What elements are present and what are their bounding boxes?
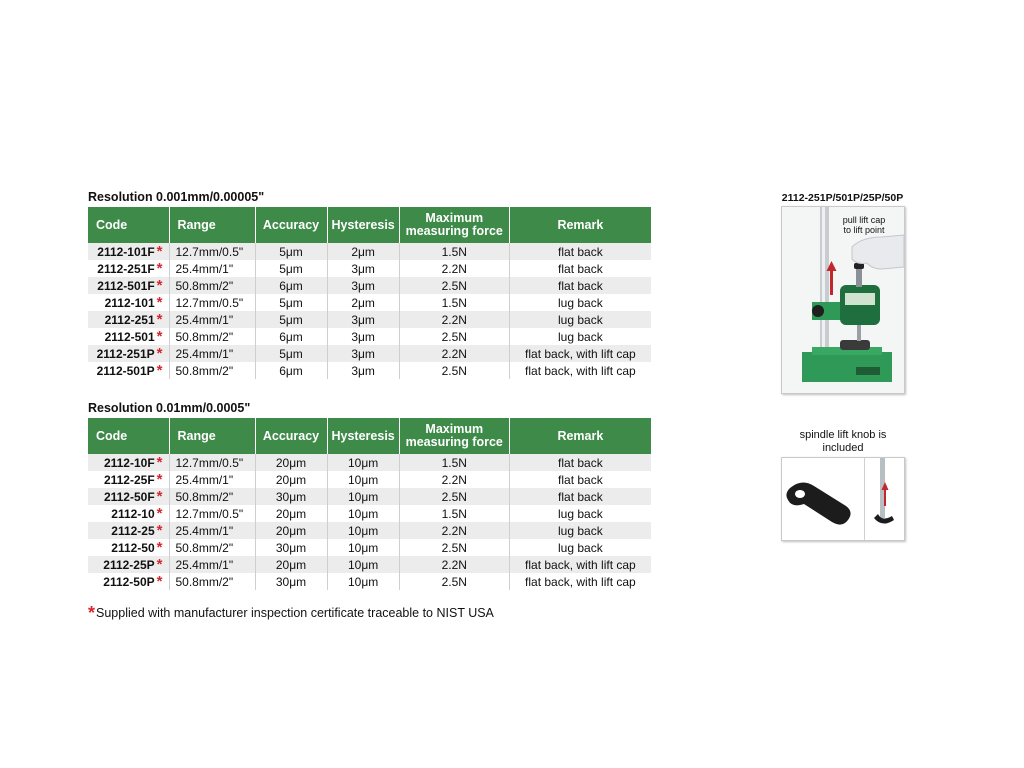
- header-accuracy: Accuracy: [255, 418, 327, 454]
- remark-cell: flat back, with lift cap: [509, 362, 651, 379]
- accuracy-cell: 5μm: [255, 311, 327, 328]
- accuracy-cell: 30μm: [255, 488, 327, 505]
- table-row: [88, 573, 651, 590]
- remark-cell: flat back: [509, 277, 651, 294]
- accuracy-cell: 20μm: [255, 556, 327, 573]
- code-cell: 2112-251P *: [88, 345, 169, 362]
- range-cell: 50.8mm/2": [169, 362, 255, 379]
- force-cell: 2.5N: [399, 573, 509, 590]
- asterisk-icon: *: [156, 538, 163, 556]
- code-cell: 2112-10 *: [88, 505, 169, 522]
- table-row: [88, 294, 651, 311]
- table-row: [88, 539, 651, 556]
- hysteresis-cell: 3μm: [327, 311, 399, 328]
- code-cell: 2112-50P *: [88, 573, 169, 590]
- table-row: [88, 345, 651, 362]
- range-cell: 12.7mm/0.5": [169, 294, 255, 311]
- force-cell: 2.5N: [399, 539, 509, 556]
- force-cell: 1.5N: [399, 294, 509, 311]
- photo-title: 2112-251P/501P/25P/50P: [781, 192, 904, 204]
- range-cell: 25.4mm/1": [169, 311, 255, 328]
- accuracy-cell: 6μm: [255, 328, 327, 345]
- accuracy-cell: 20μm: [255, 522, 327, 539]
- code-cell: 2112-101F *: [88, 243, 169, 260]
- range-cell: 25.4mm/1": [169, 471, 255, 488]
- range-cell: 12.7mm/0.5": [169, 243, 255, 260]
- force-cell: 1.5N: [399, 454, 509, 471]
- hysteresis-cell: 10μm: [327, 539, 399, 556]
- asterisk-icon: *: [156, 242, 163, 260]
- table-row: [88, 488, 651, 505]
- hysteresis-cell: 10μm: [327, 454, 399, 471]
- accuracy-cell: 5μm: [255, 243, 327, 260]
- hysteresis-cell: 3μm: [327, 328, 399, 345]
- force-cell: 2.5N: [399, 362, 509, 379]
- force-cell: 2.2N: [399, 345, 509, 362]
- header-max-force: Maximum measuring force: [399, 418, 509, 454]
- accuracy-cell: 5μm: [255, 294, 327, 311]
- table-row: [88, 556, 651, 573]
- force-cell: 2.5N: [399, 488, 509, 505]
- footnote: [88, 603, 494, 623]
- remark-cell: lug back: [509, 522, 651, 539]
- force-cell: 1.5N: [399, 505, 509, 522]
- force-cell: 2.2N: [399, 556, 509, 573]
- table-header-row: [88, 418, 651, 454]
- table-row: [88, 522, 651, 539]
- table-row: [88, 277, 651, 294]
- remark-cell: flat back, with lift cap: [509, 573, 651, 590]
- upward-arrow-icon: [830, 269, 833, 295]
- code-cell: 2112-251F *: [88, 260, 169, 277]
- hysteresis-cell: 3μm: [327, 345, 399, 362]
- code-cell: 2112-501F *: [88, 277, 169, 294]
- asterisk-icon: *: [156, 521, 163, 539]
- table-row: [88, 362, 651, 379]
- photo-annotation: pull lift cap to lift point: [842, 215, 886, 235]
- table-row: [88, 471, 651, 488]
- remark-cell: lug back: [509, 328, 651, 345]
- code-cell: 2112-101 *: [88, 294, 169, 311]
- header-max-force: Maximum measuring force: [399, 207, 509, 243]
- force-cell: 2.2N: [399, 471, 509, 488]
- hysteresis-cell: 10μm: [327, 505, 399, 522]
- table-row: [88, 243, 651, 260]
- accuracy-cell: 20μm: [255, 505, 327, 522]
- header-hysteresis: Hysteresis: [327, 207, 399, 243]
- header-code: Code: [88, 418, 169, 454]
- header-range: Range: [169, 207, 255, 243]
- photo-caption: spindle lift knob is included: [799, 429, 887, 454]
- range-cell: 12.7mm/0.5": [169, 505, 255, 522]
- code-cell: 2112-10F *: [88, 454, 169, 471]
- code-cell: 2112-25P *: [88, 556, 169, 573]
- remark-cell: flat back: [509, 243, 651, 260]
- footnote-text: Supplied with manufacturer inspection certificate traceable to NIST USA: [96, 606, 494, 620]
- force-cell: 2.5N: [399, 277, 509, 294]
- asterisk-icon: *: [156, 310, 163, 328]
- table-row: [88, 454, 651, 471]
- code-cell: 2112-251 *: [88, 311, 169, 328]
- range-cell: 25.4mm/1": [169, 345, 255, 362]
- lift-knob-illustration: [782, 458, 904, 540]
- accuracy-cell: 6μm: [255, 362, 327, 379]
- table-body: [88, 243, 651, 379]
- hysteresis-cell: 10μm: [327, 488, 399, 505]
- asterisk-icon: *: [156, 504, 163, 522]
- remark-cell: flat back: [509, 454, 651, 471]
- range-cell: 25.4mm/1": [169, 260, 255, 277]
- hysteresis-cell: 2μm: [327, 243, 399, 260]
- section-title-resolution-001: Resolution 0.001mm/0.00005": [88, 190, 265, 204]
- code-cell: 2112-50F *: [88, 488, 169, 505]
- header-code: Code: [88, 207, 169, 243]
- code-cell: 2112-25 *: [88, 522, 169, 539]
- table-row: [88, 505, 651, 522]
- asterisk-icon: *: [156, 487, 163, 505]
- range-cell: 50.8mm/2": [169, 573, 255, 590]
- asterisk-icon: *: [156, 344, 163, 362]
- spec-table-high-resolution: [88, 207, 651, 379]
- gauge-stand-photo: [781, 206, 905, 394]
- force-cell: 2.2N: [399, 311, 509, 328]
- asterisk-icon: *: [156, 327, 163, 345]
- section-title-resolution-01: Resolution 0.01mm/0.0005": [88, 401, 251, 415]
- range-cell: 25.4mm/1": [169, 556, 255, 573]
- table-header-row: [88, 207, 651, 243]
- code-cell: 2112-25F *: [88, 471, 169, 488]
- hysteresis-cell: 2μm: [327, 294, 399, 311]
- header-remark: Remark: [509, 207, 651, 243]
- hysteresis-cell: 3μm: [327, 362, 399, 379]
- asterisk-icon: *: [156, 276, 163, 294]
- force-cell: 2.5N: [399, 328, 509, 345]
- remark-cell: flat back, with lift cap: [509, 556, 651, 573]
- asterisk-icon: *: [156, 361, 163, 379]
- hysteresis-cell: 10μm: [327, 573, 399, 590]
- accuracy-cell: 5μm: [255, 260, 327, 277]
- asterisk-icon: *: [156, 453, 163, 471]
- force-cell: 2.2N: [399, 260, 509, 277]
- range-cell: 50.8mm/2": [169, 328, 255, 345]
- remark-cell: flat back: [509, 260, 651, 277]
- accuracy-cell: 30μm: [255, 573, 327, 590]
- asterisk-icon: *: [88, 603, 96, 623]
- header-range: Range: [169, 418, 255, 454]
- code-cell: 2112-50 *: [88, 539, 169, 556]
- accuracy-cell: 30μm: [255, 539, 327, 556]
- table-body: [88, 454, 651, 590]
- hysteresis-cell: 10μm: [327, 556, 399, 573]
- remark-cell: flat back, with lift cap: [509, 345, 651, 362]
- header-remark: Remark: [509, 418, 651, 454]
- header-hysteresis: Hysteresis: [327, 418, 399, 454]
- accuracy-cell: 20μm: [255, 471, 327, 488]
- range-cell: 50.8mm/2": [169, 539, 255, 556]
- range-cell: 12.7mm/0.5": [169, 454, 255, 471]
- remark-cell: flat back: [509, 488, 651, 505]
- force-cell: 1.5N: [399, 243, 509, 260]
- hysteresis-cell: 10μm: [327, 471, 399, 488]
- asterisk-icon: *: [156, 259, 163, 277]
- lift-knob-photo: [781, 457, 905, 541]
- code-cell: 2112-501P *: [88, 362, 169, 379]
- asterisk-icon: *: [156, 572, 163, 590]
- table-row: [88, 260, 651, 277]
- header-accuracy: Accuracy: [255, 207, 327, 243]
- table-row: [88, 328, 651, 345]
- range-cell: 50.8mm/2": [169, 488, 255, 505]
- asterisk-icon: *: [156, 555, 163, 573]
- hysteresis-cell: 3μm: [327, 260, 399, 277]
- remark-cell: lug back: [509, 539, 651, 556]
- remark-cell: lug back: [509, 505, 651, 522]
- remark-cell: lug back: [509, 294, 651, 311]
- spec-table-standard-resolution: [88, 418, 651, 590]
- force-cell: 2.2N: [399, 522, 509, 539]
- table-row: [88, 311, 651, 328]
- accuracy-cell: 5μm: [255, 345, 327, 362]
- range-cell: 50.8mm/2": [169, 277, 255, 294]
- hysteresis-cell: 3μm: [327, 277, 399, 294]
- accuracy-cell: 6μm: [255, 277, 327, 294]
- asterisk-icon: *: [156, 470, 163, 488]
- accuracy-cell: 20μm: [255, 454, 327, 471]
- code-cell: 2112-501 *: [88, 328, 169, 345]
- asterisk-icon: *: [156, 293, 163, 311]
- hysteresis-cell: 10μm: [327, 522, 399, 539]
- remark-cell: lug back: [509, 311, 651, 328]
- range-cell: 25.4mm/1": [169, 522, 255, 539]
- remark-cell: flat back: [509, 471, 651, 488]
